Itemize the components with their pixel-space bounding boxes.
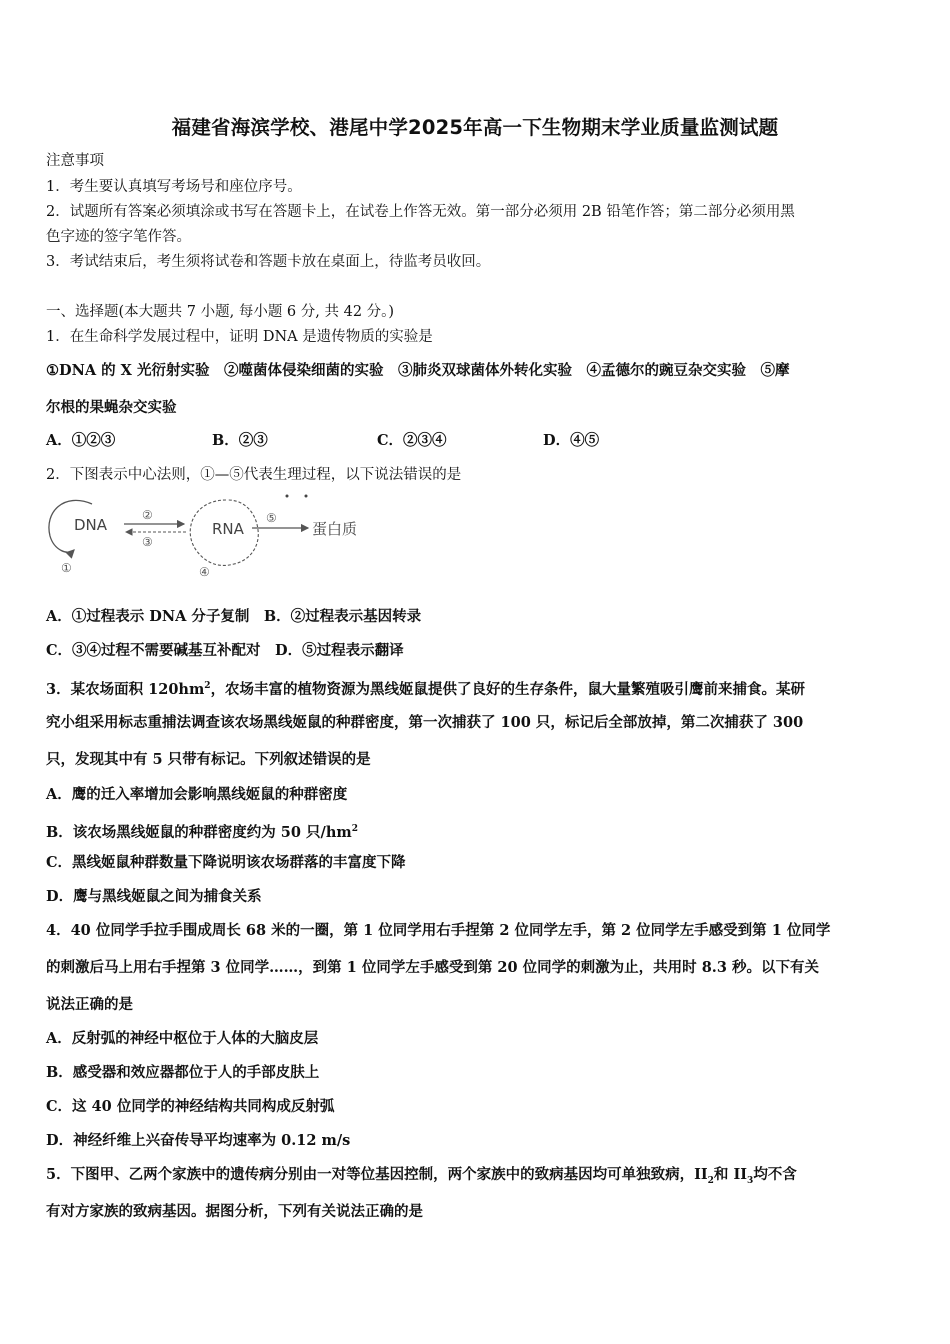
q3-option-c: C．黑线姬鼠种群数量下降说明该农场群落的丰富度下降 [46,854,406,871]
dna-label: DNA [74,516,108,534]
q3-option-a: A．鹰的迁入率增加会影响黑线姬鼠的种群密度 [46,786,348,803]
label-2: ② [142,508,153,522]
label-1: ① [61,561,72,575]
protein-label: 蛋白质 [312,520,358,538]
notice-item-1: 1．考生要认真填写考场号和座位序号。 [46,179,302,195]
q5-stem: 5．下图甲、乙两个家族中的遗传病分别由一对等位基因控制，两个家族中的致病基因均可单独致病，$II_2$和 $II_3$均不含 [46,1166,797,1186]
q1-line2: ①DNA 的 X 光衍射实验 ②噬菌体侵染细菌的实验 ③肺炎双球菌体外转化实验 ④孟德尔的豌豆杂交实验 ⑤摩 [46,362,790,379]
q3-line2: 究小组采用标志重捕法调查该农场黑线姬鼠的种群密度，第一次捕获了 100 只，标记后全部放掉，第二次捕获了 300 [46,714,804,731]
q1-stem: 1．在生命科学发展过程中，证明 DNA 是遗传物质的实验是 [46,329,433,345]
notice-item-3: 3．考试结束后，考生须将试卷和答题卡放在桌面上，待监考员收回。 [46,254,491,270]
q1-option-a: A．①②③ [46,432,116,449]
q4-stem: 4．40 位同学手拉手围成周长 68 米的一圈，第 1 位同学用右手捏第 2 位同学左手，第 2 位同学左手感受到第 1 位同学 [46,922,831,939]
q4-line3: 说法正确的是 [46,996,133,1013]
section-heading: 一、选择题(本大题共 7 小题, 每小题 6 分, 共 42 分。) [46,304,395,320]
q3-option-d: D．鹰与黑线姬鼠之间为捕食关系 [46,888,262,905]
q2-options-cd: C．③④过程不需要碱基互补配对 D．⑤过程表示翻译 [46,642,404,659]
q4-option-c: C．这 40 位同学的神经结构共同构成反射弧 [46,1098,335,1115]
notice-heading: 注意事项 [46,153,104,169]
q4-option-b: B．感受器和效应器都位于人的手部皮肤上 [46,1064,320,1081]
q3-stem: 3．某农场面积 $120hm^2$，农场丰富的植物资源为黑线姬鼠提供了良好的生存条件，鼠大量繁殖吸引鹰前来捕食。某研 [46,680,806,698]
notice-item-2-cont: 色字迹的签字笔作答。 [46,229,191,245]
notice-item-2: 2．试题所有答案必须填涂或书写在答题卡上，在试卷上作答无效。第一部分必须用 2B 铅笔作答；第二部分必须用黑 [46,204,795,220]
q5-line2: 有对方家族的致病基因。据图分析，下列有关说法正确的是 [46,1203,423,1220]
label-5: ⑤ [266,511,277,525]
label-4: ④ [199,565,210,579]
rna-label: RNA [212,520,244,538]
q4-option-a: A．反射弧的神经中枢位于人体的大脑皮层 [46,1030,319,1047]
q3-option-b: B．该农场黑线姬鼠的种群密度约为 50 只$/hm^2$ [46,823,358,841]
q1-option-d: D．④⑤ [543,432,600,449]
central-dogma-diagram [44,490,384,582]
q1-option-b: B．②③ [212,432,268,449]
q2-stem: 2．下图表示中心法则，①—⑤代表生理过程，以下说法错误的是 [46,467,462,483]
page-title: 福建省海滨学校、港尾中学2025年高一下生物期末学业质量监测试题 [171,116,779,139]
q4-option-d: D．神经纤维上兴奋传导平均速率为 0.12 m/s [46,1132,351,1149]
q4-line2: 的刺激后马上用右手捏第 3 位同学……，到第 1 位同学左手感受到第 20 位同学的刺激为止，共用时 8.3 秒。以下有关 [46,959,819,976]
q1-option-c: C．②③④ [377,432,447,449]
label-3: ③ [142,535,153,549]
q2-options-ab: A．①过程表示 DNA 分子复制 B．②过程表示基因转录 [46,608,422,625]
q3-line3: 只，发现其中有 5 只带有标记。下列叙述错误的是 [46,751,371,768]
q1-line3: 尔根的果蝇杂交实验 [46,399,177,416]
